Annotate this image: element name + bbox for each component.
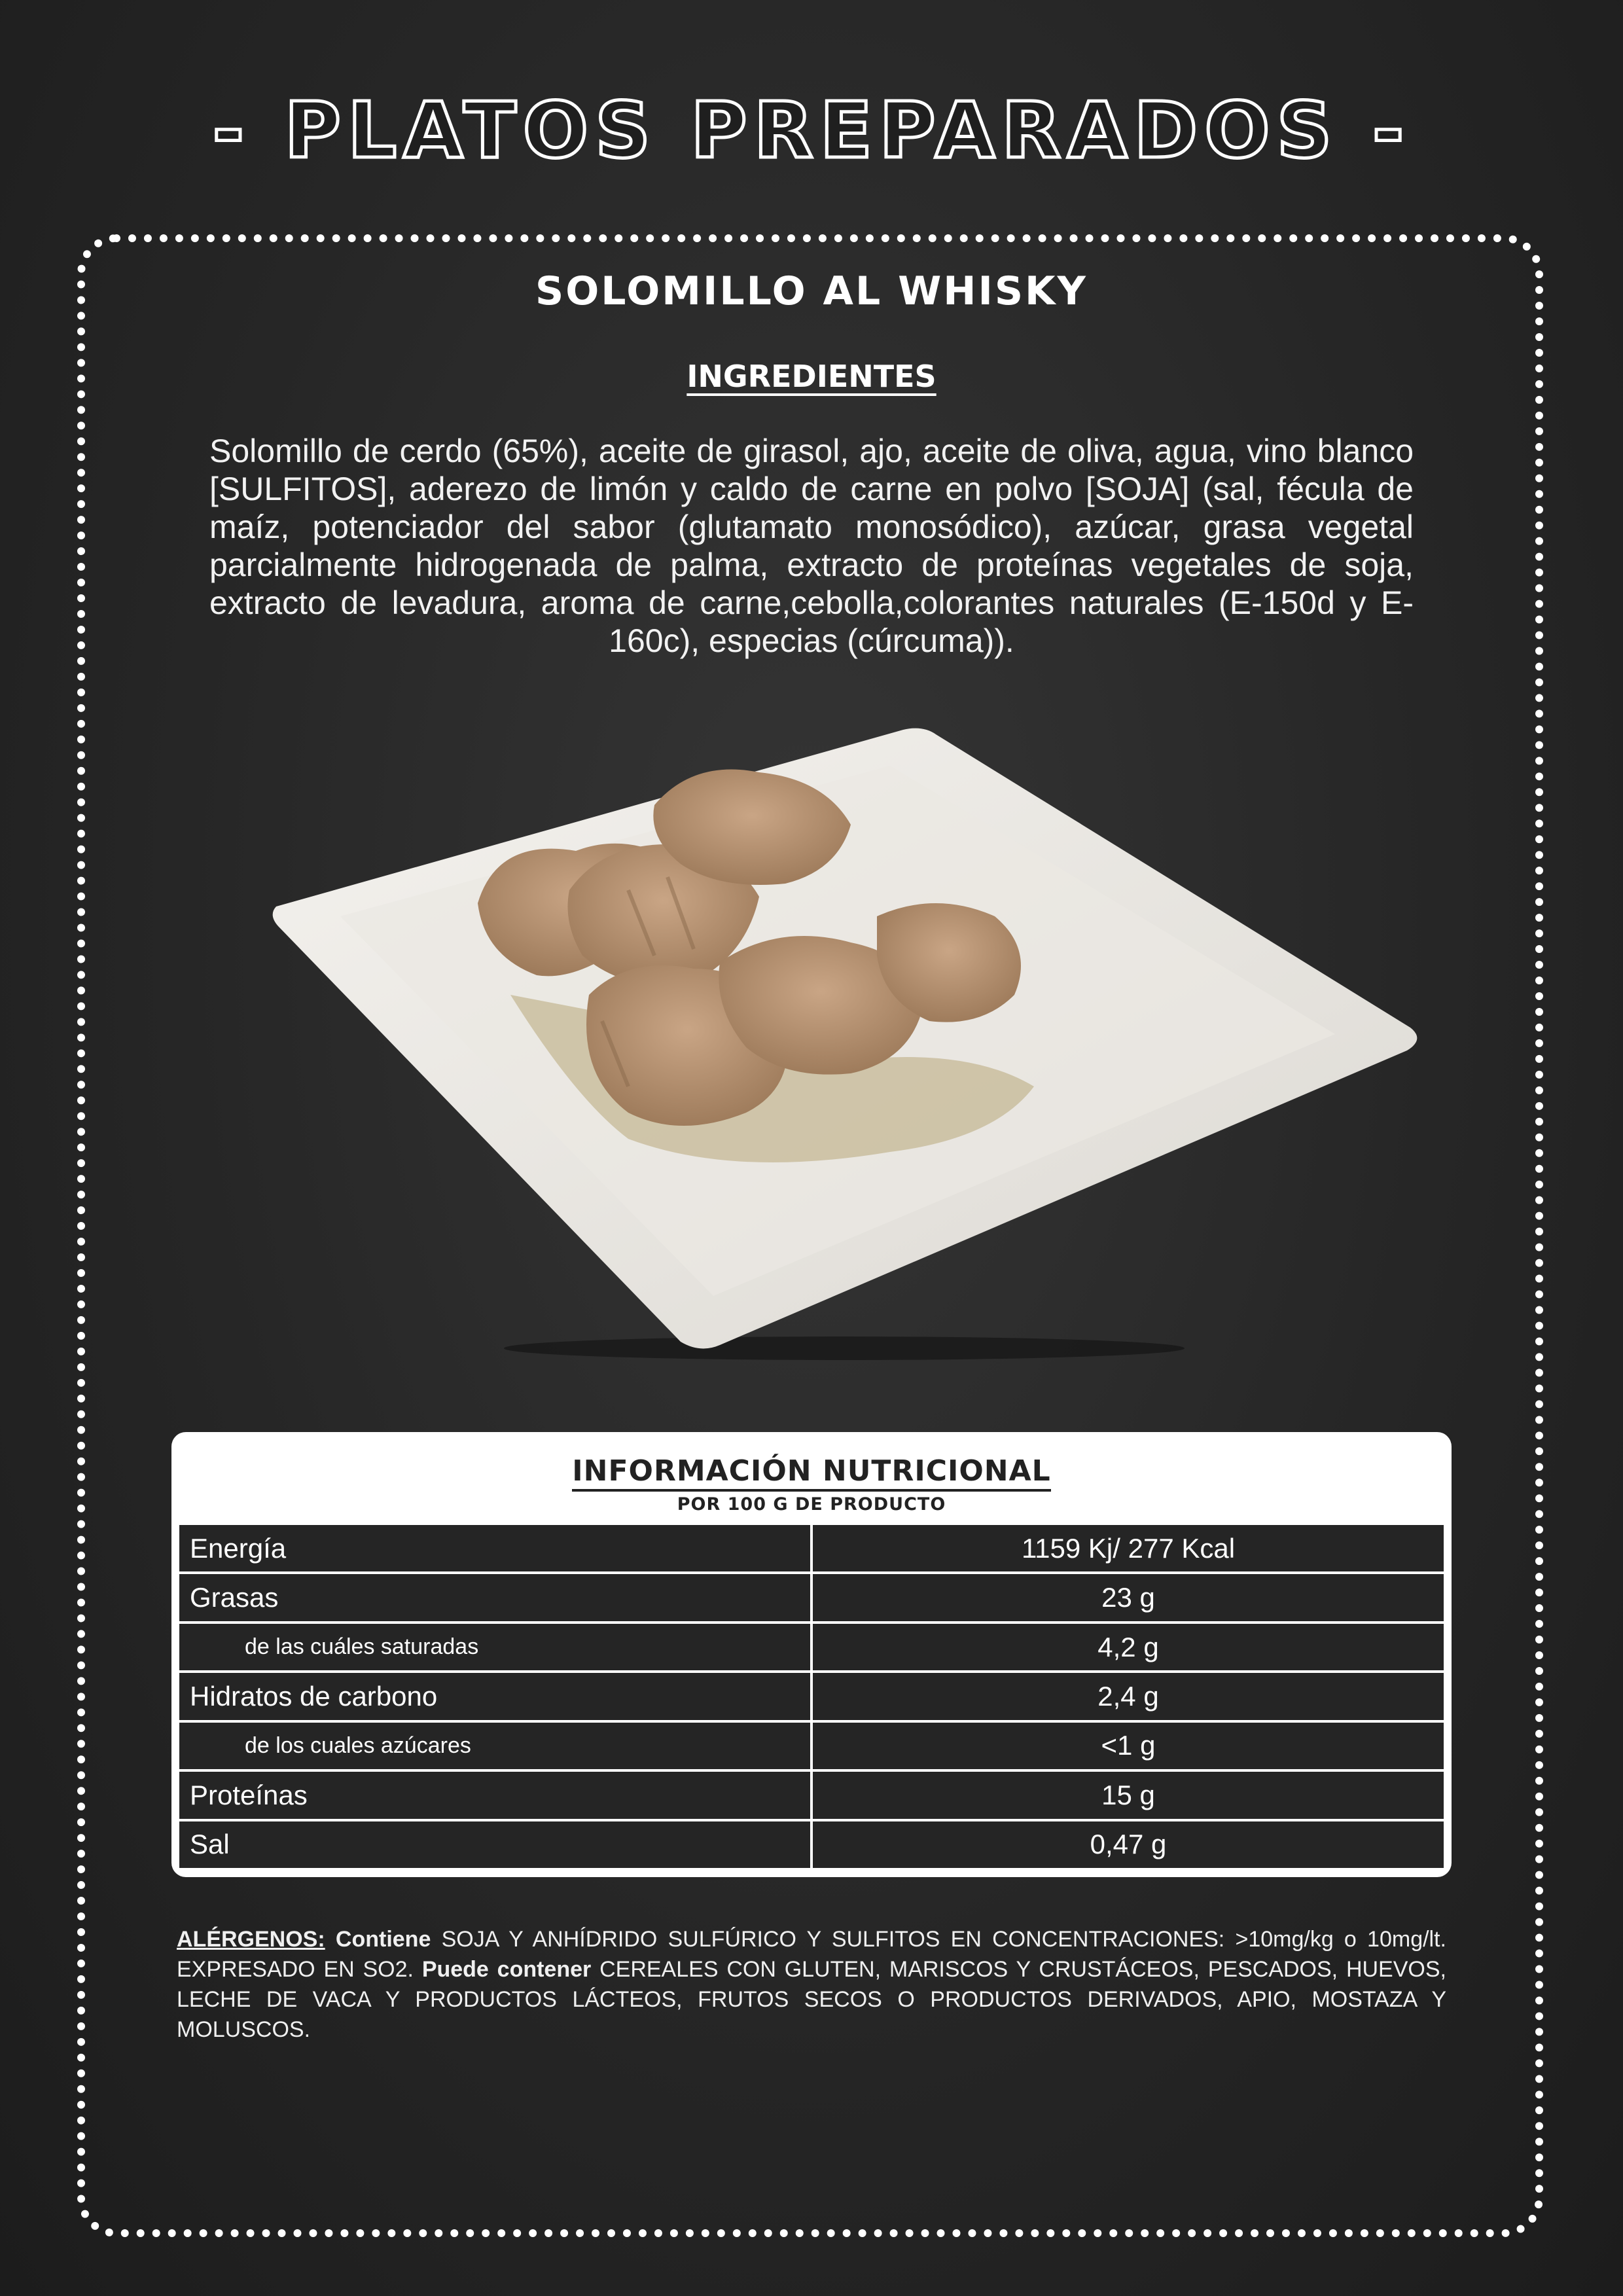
nutrient-value: 15 g — [812, 1770, 1445, 1820]
nutrient-value: 1159 Kj/ 277 Kcal — [812, 1524, 1445, 1573]
table-row — [178, 1623, 1445, 1672]
may-contain-text: CEREALES CON GLUTEN, MARISCOS Y CRUSTÁCEOS, PESCADOS, HUEVOS, LECHE DE VACA Y PRODUCTOS LÁCTEOS, FRUTOS SECOS O PRODUCTOS DERIVADOS, APIO, MOSTAZA Y MOLUSCOS. — [177, 1957, 1446, 2042]
nutrient-label: Hidratos de carbono — [178, 1672, 812, 1721]
dish-title: SOLOMILLO AL WHISKY — [535, 268, 1088, 314]
table-row — [178, 1573, 1445, 1622]
allergens-text — [177, 1924, 1446, 2045]
table-row — [178, 1524, 1445, 1573]
table-row — [178, 1672, 1445, 1721]
nutrition-title: INFORMACIÓN NUTRICIONAL — [572, 1454, 1050, 1492]
table-row — [178, 1820, 1445, 1869]
may-contain-label: Puede contener — [421, 1957, 592, 1982]
ingredients-text: Solomillo de cerdo (65%), aceite de girasol, ajo, aceite de oliva, agua, vino blanco [SULFITOS], aderezo de limón y caldo de carne en polvo [SOJA] (sal, fécula de maíz, potenciador del sabor (glutamato monosódico), azúcar, grasa vegetal parcialmente hidrogenada de palma, extracto de proteínas vegetales de soja, extracto de levadura, aroma de carne,cebolla,colorantes naturales (E-150d y E-160c), especias (cúrcuma)). — [209, 433, 1414, 659]
nutrition-panel — [171, 1432, 1452, 1877]
table-row — [178, 1770, 1445, 1820]
nutrient-label: Proteínas — [178, 1770, 812, 1820]
table-row — [178, 1721, 1445, 1770]
allergens-label: ALÉRGENOS: — [177, 1927, 325, 1952]
nutrient-value: 0,47 g — [812, 1820, 1445, 1869]
nutrition-table — [177, 1522, 1446, 1871]
nutrient-value: <1 g — [812, 1721, 1445, 1770]
nutrient-value: 4,2 g — [812, 1623, 1445, 1672]
nutrient-label: de las cuáles saturadas — [178, 1623, 812, 1672]
ingredients-heading: INGREDIENTES — [687, 359, 936, 394]
nutrition-subtitle: POR 100 G DE PRODUCTO — [677, 1494, 946, 1515]
contains-text: SOJA Y ANHÍDRIDO SULFÚRICO Y SULFITOS EN CONCENTRACIONES: >10mg/kg o 10mg/lt. EXPRESADO EN SO2. — [177, 1927, 1446, 1982]
nutrient-label: Grasas — [178, 1573, 812, 1622]
page-title: - PLATOS PREPARADOS - — [212, 85, 1411, 175]
nutrient-label: de los cuales azúcares — [178, 1721, 812, 1770]
nutrient-label: Energía — [178, 1524, 812, 1573]
nutrient-value: 2,4 g — [812, 1672, 1445, 1721]
nutrient-value: 23 g — [812, 1573, 1445, 1622]
nutrient-label: Sal — [178, 1820, 812, 1869]
contains-label: Contiene — [335, 1927, 431, 1952]
dish-photo — [262, 720, 1427, 1361]
